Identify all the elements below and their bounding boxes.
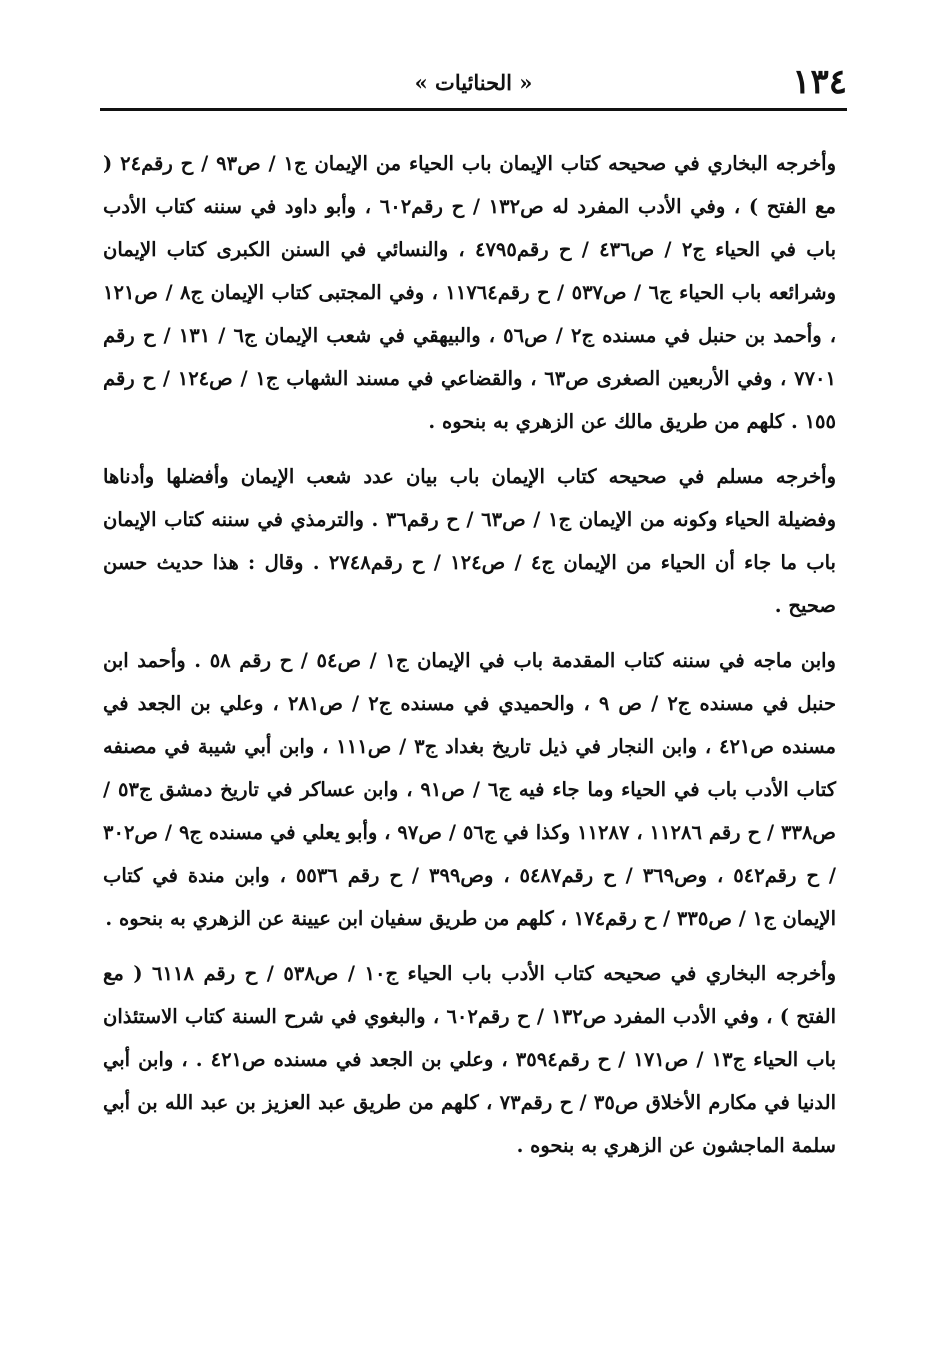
paragraph-3: وابن ماجه في سننه كتاب المقدمة باب في الإيمان ج١ / ص٥٤ / ح رقم ٥٨ . وأحمد ابن حنبل في مسنده ج٢ / ص ٩ ، والحميدي في مسنده ج٢ / ص٢٨١ ، وعلي بن الجعد في مسنده ص٤٢١ ، وابن النجار في ذيل تاريخ بغداد ج٣ / ص١١١ ، وابن أبي شيبة في مصنفه كتاب الأدب باب في الحياء وما جاء فيه ج٦ / ص٩١ ، وابن عساكر في تاريخ دمشق ج٥٣ / ص٣٣٨ / ح رقم ١١٢٨٦ ، ١١٢٨٧ وكذا في ج٥٦ / ص٩٧ ، وأبو يعلي في مسنده ج٩ / ص٣٠٢ / ح رقم٥٤٢ ، وص٣٦٩ / ح رقم٥٤٨٧ ، وص٣٩٩ / ح رقم ٥٥٣٦ ، وابن مندة في كتاب الإيمان ج١ / ص٣٣٥ / ح رقم١٧٤ ، كلهم من طريق سفيان ابن عيينة عن الزهري به بنحوه . bbox=[103, 649, 836, 930]
running-title: « الحنائيات » bbox=[414, 70, 533, 95]
body-text bbox=[103, 142, 836, 1179]
page-header bbox=[100, 62, 847, 106]
paragraph-1: وأخرجه البخاري في صحيحه كتاب الإيمان باب الحياء من الإيمان ج١ / ص٩٣ / ح رقم٢٤ ( مع الفتح ) ، وفي الأدب المفرد له ص١٣٢ / ح رقم٦٠٢ ، وأبو داود في سننه كتاب الأدب باب في الحياء ج٢ / ص٤٣٦ / ح رقم٤٧٩٥ ، والنسائي في السنن الكبرى كتاب الإيمان وشرائعه باب الحياء ج٦ / ص٥٣٧ / ح رقم١١٧٦٤ ، وفي المجتبى كتاب الإيمان ج٨ / ص١٢١ ، وأحمد بن حنبل في مسنده ج٢ / ص٥٦ ، والبيهقي في شعب الإيمان ج٦ / ١٣١ / ح رقم ٧٧٠١ ، وفي الأربعين الصغرى ص٦٣ ، والقضاعي في مسند الشهاب ج١ / ص١٢٤ / ح رقم ١٥٥ . كلهم من طريق مالك عن الزهري به بنحوه . bbox=[103, 152, 837, 433]
header-divider bbox=[100, 108, 847, 111]
page-number: ١٣٤ bbox=[792, 62, 847, 102]
paragraph-4: وأخرجه البخاري في صحيحه كتاب الأدب باب الحياء ج١٠ / ص٥٣٨ / ح رقم ٦١١٨ ( مع الفتح ) ، وفي الأدب المفرد ص١٣٢ / ح رقم٦٠٢ ، والبغوي في شرح السنة كتاب الاستئذان باب الحياء ج١٣ / ص١٧١ / ح رقم٣٥٩٤ ، وعلي بن الجعد في مسنده ص٤٢١ . ، وابن أبي الدنيا في مكارم الأخلاق ص٣٥ / ح رقم٧٣ ، كلهم من طريق عبد العزيز بن عبد الله بن أبي سلمة الماجشون عن الزهري به بنحوه . bbox=[103, 962, 836, 1157]
paragraph-2: وأخرجه مسلم في صحيحه كتاب الإيمان باب بيان عدد شعب الإيمان وأفضلها وأدناها وفضيلة الحياء وكونه من الإيمان ج١ / ص٦٣ / ح رقم٣٦ . والترمذي في سننه كتاب الإيمان باب ما جاء أن الحياء من الإيمان ج٤ / ص١٢٤ / ح رقم٢٧٤٨ . وقال : هذا حديث حسن صحيح . bbox=[103, 465, 836, 617]
